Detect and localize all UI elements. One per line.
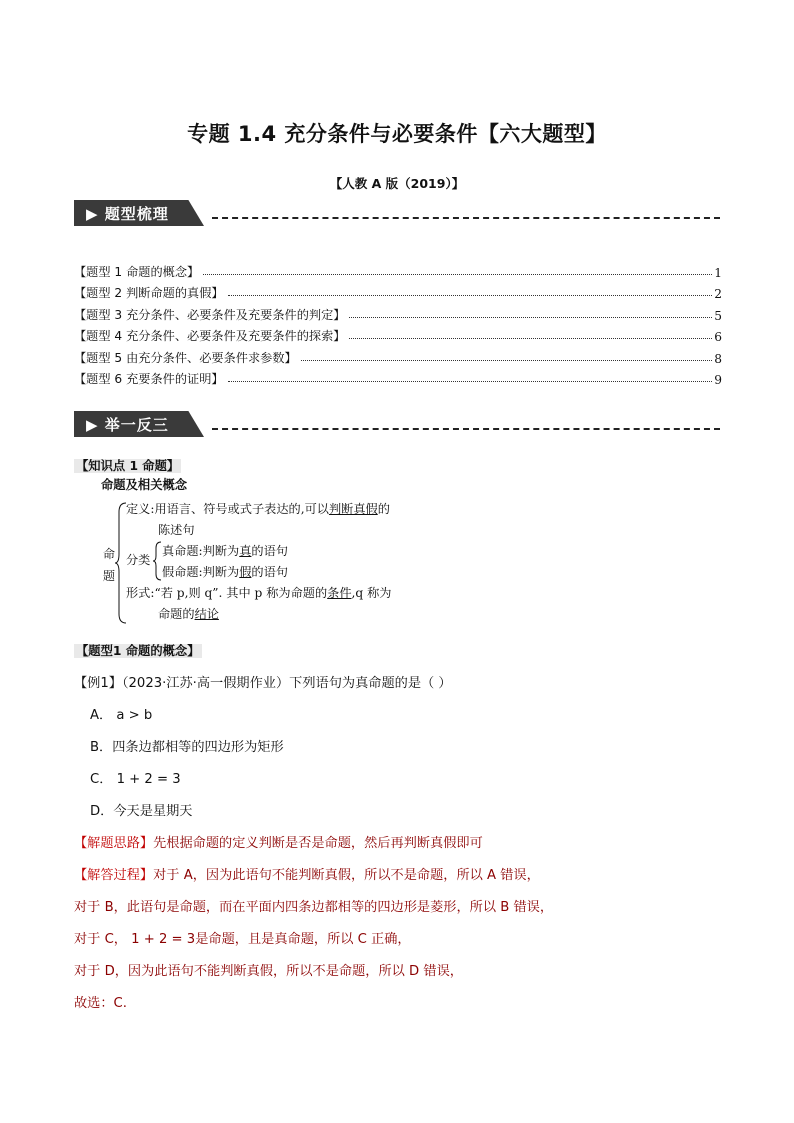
false-proposition-line: 假命题:判断为假的语句 bbox=[162, 565, 288, 579]
toc-entry[interactable]: 【题型 1 命题的概念】 1 bbox=[74, 264, 722, 280]
option-d: D．今天是星期天 bbox=[90, 804, 193, 819]
option-c: C． 1 + 2 = 3 bbox=[90, 772, 181, 787]
solution-idea: 【解题思路】先根据命题的定义判断是否是命题，然后再判断真假即可 bbox=[74, 836, 483, 851]
toc-entry[interactable]: 【题型 4 充分条件、必要条件及充要条件的探索】 6 bbox=[74, 329, 722, 344]
classification-label: 分类 bbox=[126, 553, 151, 567]
definition-line-2: 陈述句 bbox=[158, 523, 195, 537]
solution-process-line: 【解答过程】对于 A，因为此语句不能判断真假，所以不是命题，所以 A 错误， bbox=[74, 868, 540, 883]
toc-entry[interactable]: 【题型 6 充要条件的证明】 9 bbox=[74, 372, 722, 387]
example-question: 【例1】（2023·江苏·高一假期作业）下列语句为真命题的是（ ） bbox=[74, 676, 452, 691]
knowledge-heading: 【知识点 1 命题】 bbox=[76, 459, 180, 473]
edition-subtitle: 【人教 A 版（2019）】 bbox=[329, 176, 465, 191]
proposition-concept-diagram bbox=[100, 500, 440, 626]
solution-process-line: 对于 B，此语句是命题，而在平面内四条边都相等的四边形是菱形，所以 B 错误， bbox=[74, 900, 554, 915]
banner-label: ▶ 题型梳理 bbox=[86, 205, 169, 223]
option-b: B．四条边都相等的四边形为矩形 bbox=[90, 740, 284, 755]
dashed-rule bbox=[212, 217, 720, 219]
table-of-contents bbox=[74, 258, 722, 387]
inner-brace bbox=[152, 541, 162, 581]
practice-banner bbox=[74, 411, 720, 437]
solution-process-line: 对于 C， 1 + 2 = 3是命题，且是真命题，所以 C 正确， bbox=[74, 932, 411, 947]
banner-label: ▶ 举一反三 bbox=[86, 416, 169, 434]
solution-process-line: 对于 D，因为此语句不能判断真假，所以不是命题，所以 D 错误， bbox=[74, 964, 463, 979]
toc-entry[interactable]: 【题型 3 充分条件、必要条件及充要条件的判定】 5 bbox=[74, 307, 722, 323]
document-title: 专题 1.4 充分条件与必要条件【六大题型】 bbox=[187, 122, 607, 146]
definition-line: 定义:用语言、符号或式子表达的,可以判断真假的 bbox=[126, 502, 390, 516]
diagram-root-label: 命题 bbox=[102, 547, 116, 583]
dashed-rule bbox=[212, 428, 720, 430]
toc-entry[interactable]: 【题型 2 判断命题的真假】 2 bbox=[74, 286, 722, 301]
option-a: A． a > b bbox=[90, 708, 153, 723]
solution-answer: 故选：C. bbox=[74, 996, 127, 1011]
form-line-2: 命题的结论 bbox=[158, 607, 219, 621]
knowledge-subheading: 命题及相关概念 bbox=[101, 478, 188, 492]
toc-entry[interactable]: 【题型 5 由充分条件、必要条件求参数】 8 bbox=[74, 350, 722, 366]
play-icon: ▶ bbox=[86, 205, 105, 223]
type1-heading: 【题型1 命题的概念】 bbox=[76, 644, 200, 658]
outline-banner bbox=[74, 200, 720, 226]
true-proposition-line: 真命题:判断为真的语句 bbox=[162, 544, 288, 558]
form-line: 形式:“若 p,则 q”. 其中 p 称为命题的条件,q 称为 bbox=[126, 586, 392, 600]
play-icon: ▶ bbox=[86, 416, 105, 434]
